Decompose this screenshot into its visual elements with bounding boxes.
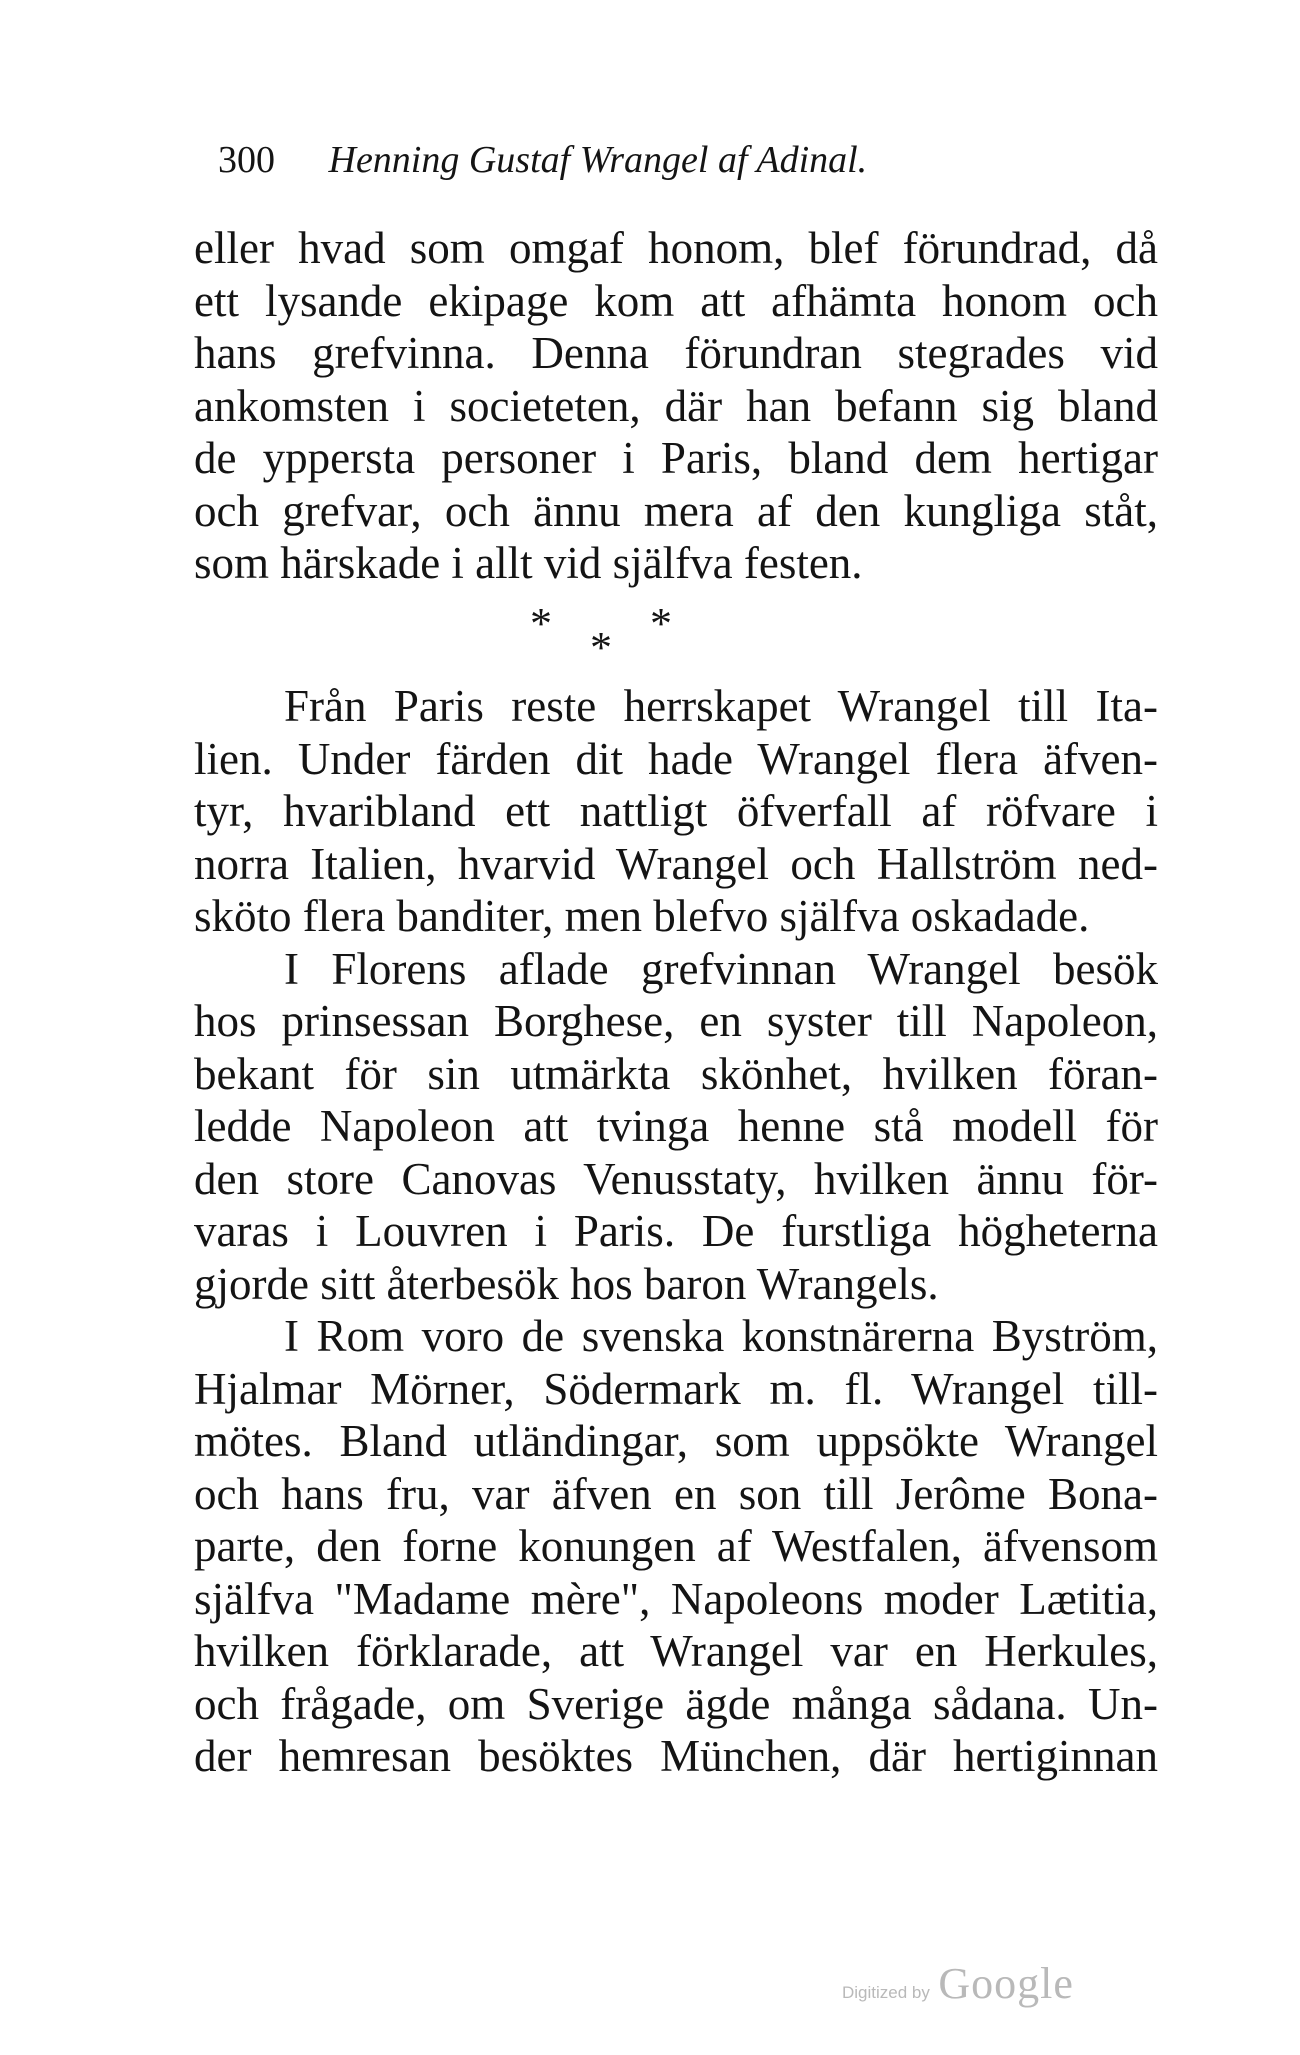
- text-line: ledde Napoleon att tvinga henne stå modell för: [194, 1101, 1158, 1151]
- text-line: och frågade, om Sverige ägde många sådana. Un-: [194, 1678, 1158, 1729]
- digitized-by-label: Digitized by: [842, 1983, 930, 2002]
- text-line: gjorde sitt återbesök hos baron Wrangels.: [194, 1258, 939, 1309]
- section-separator: [530, 599, 770, 672]
- separator-star: *: [590, 623, 612, 672]
- text-line: varas i Louvren i Paris. De furstliga högheterna: [194, 1206, 1158, 1256]
- text-line: de yppersta personer i Paris, bland dem hertigar: [194, 433, 1158, 483]
- text-line: der hemresan besöktes München, där hertiginnan: [194, 1731, 1158, 1781]
- running-title: Henning Gustaf Wrangel af Adinal.: [328, 139, 868, 181]
- text-line: ankomsten i societeten, där han befann sig bland: [194, 380, 1158, 431]
- page-header: [218, 130, 867, 190]
- text-line: eller hvad som omgaf honom, blef förundrad, då: [194, 223, 1158, 273]
- text-line: hos prinsessan Borghese, en syster till Napoleon,: [194, 996, 1158, 1046]
- page-number: 300: [218, 139, 275, 181]
- text-line: sköto flera banditer, men blefvo själfva oskadade.: [194, 891, 1090, 941]
- text-line: lien. Under färden dit hade Wrangel flera äfven-: [194, 733, 1158, 784]
- text-line: parte, den forne konungen af Westfalen, äfvensom: [194, 1521, 1158, 1571]
- text-line: hans grefvinna. Denna förundran stegrades vid: [194, 328, 1158, 378]
- text-line: Hjalmar Mörner, Södermark m. fl. Wrangel till-: [194, 1363, 1158, 1414]
- text-line: själfva "Madame mère", Napoleons moder Lætitia,: [194, 1573, 1158, 1624]
- text-line: ett lysande ekipage kom att afhämta honom och: [194, 275, 1158, 326]
- separator-star: *: [530, 599, 552, 648]
- text-line: den store Canovas Venusstaty, hvilken ännu för-: [194, 1153, 1158, 1204]
- digitized-by-watermark: [842, 1958, 1074, 2014]
- google-logo: Google: [938, 1959, 1074, 2008]
- text-line: Från Paris reste herrskapet Wrangel till Ita-: [284, 681, 1158, 731]
- text-line: I Rom voro de svenska konstnärerna Byström,: [284, 1311, 1158, 1361]
- paragraph-2: [194, 680, 1158, 1783]
- text-line: och hans fru, var äfven en son till Jerôme Bona-: [194, 1468, 1158, 1519]
- paragraph-1: [194, 222, 1158, 590]
- text-line: tyr, hvaribland ett nattligt öfverfall af röfvare i: [194, 786, 1158, 836]
- text-line: som härskade i allt vid själfva festen.: [194, 538, 863, 588]
- text-line: bekant för sin utmärkta skönhet, hvilken föran-: [194, 1048, 1158, 1099]
- text-line: mötes. Bland utländingar, som uppsökte Wrangel: [194, 1416, 1158, 1466]
- text-line: hvilken förklarade, att Wrangel var en Herkules,: [194, 1626, 1158, 1676]
- separator-star: *: [650, 599, 672, 648]
- text-line: och grefvar, och ännu mera af den kungliga ståt,: [194, 485, 1158, 536]
- text-line: I Florens aflade grefvinnan Wrangel besök: [284, 943, 1158, 994]
- text-line: norra Italien, hvarvid Wrangel och Hallström ned-: [194, 838, 1158, 889]
